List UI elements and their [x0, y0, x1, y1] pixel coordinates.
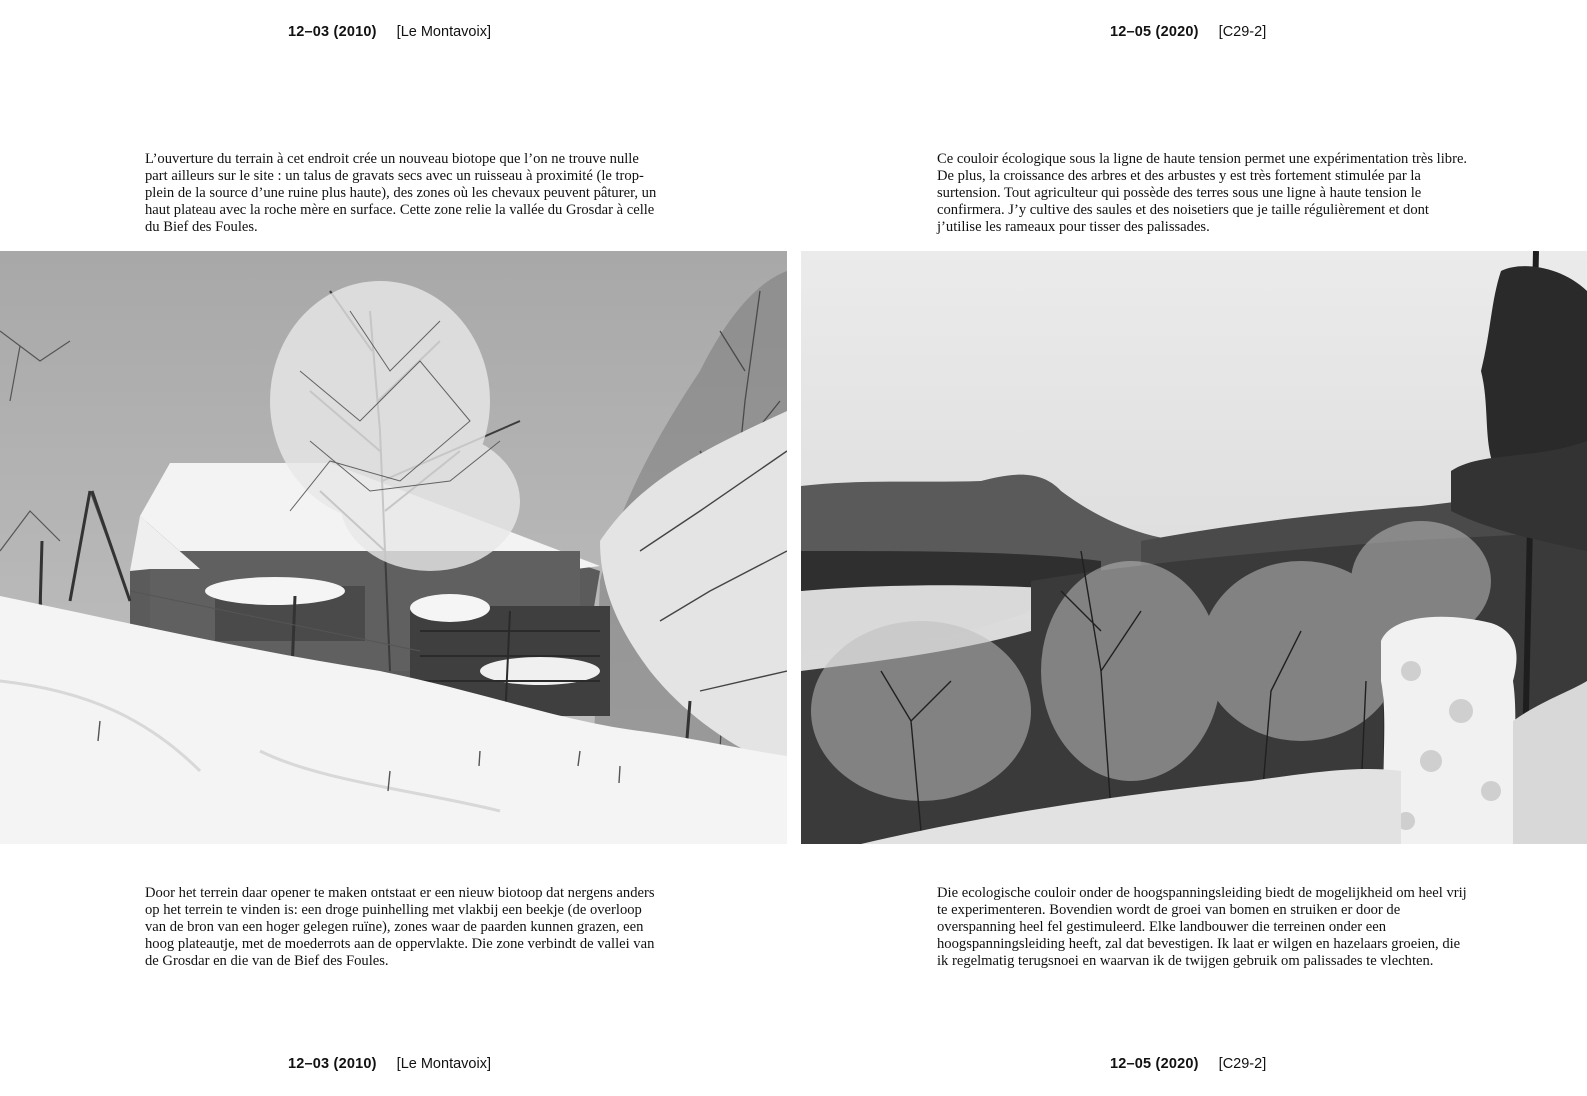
right-photo-snowy-valley	[801, 251, 1587, 844]
left-photo-snowy-barn	[0, 251, 787, 844]
left-header-bottom	[288, 1056, 491, 1072]
left-paragraph-french: L’ouverture du terrain à cet endroit crée un nouveau biotope que l’on ne trouve nulle part ailleurs sur le site : un talus de gravats secs avec un ruisseau à proximité (le trop-plein de la source d’une ruine plus haute), des zones où les chevaux peuvent pâturer, un haut plateau avec la roche mère en surface. Cette zone relie la vallée du Grosdar à celle du Bief des Foules.	[145, 150, 657, 236]
right-header-ref: [C29-2]	[1218, 24, 1267, 40]
right-paragraph-french: Ce couloir écologique sous la ligne de haute tension permet une expérimentation très libre. De plus, la croissance des arbres et des arbustes y est très fortement stimulée par la surtension. Tout agriculteur qui possède des terres sous une ligne à haute tension le confirmera. J’y cultive des saules et des noisetiers que je taille régulièrement et dont j’utilise les rameaux pour tisser des palissades.	[937, 150, 1468, 236]
right-header-bottom	[1110, 1056, 1266, 1072]
right-footer-code: 12–05 (2020)	[1110, 1056, 1199, 1072]
left-header-ref: [Le Montavoix]	[396, 24, 491, 40]
left-footer-ref: [Le Montavoix]	[396, 1056, 491, 1072]
left-paragraph-dutch: Door het terrein daar opener te maken ontstaat er een nieuw biotoop dat nergens anders op het terrein te vinden is: een droge puinhelling met vlakbij een beekje (de overloop van de bron van een hoger gelegen ruïne), zones waar de paarden kunnen grazen, een hoog plateautje, met de moederrots aan de oppervlakte. Die zone verbindt de vallei van de Grosdar en die van de Bief des Foules.	[145, 884, 655, 970]
right-header-code: 12–05 (2020)	[1110, 24, 1199, 40]
right-page	[801, 0, 1587, 1096]
snowy-barn-image	[0, 251, 787, 844]
left-footer-code: 12–03 (2010)	[288, 1056, 377, 1072]
right-header-top	[1110, 24, 1266, 40]
left-header-top	[288, 24, 491, 40]
snowy-valley-image	[801, 251, 1587, 844]
right-footer-ref: [C29-2]	[1218, 1056, 1267, 1072]
left-page	[0, 0, 787, 1096]
right-paragraph-dutch: Die ecologische couloir onder de hoogspanningsleiding biedt de mogelijkheid om heel vrij te experimenteren. Bovendien wordt de groei van bomen en struiken er door de overspanning heel fel gestimuleerd. Elke landbouwer die terreinen onder een hoogspanningsleiding heeft, zal dat bevestigen. Ik laat er wilgen en hazelaars groeien, die ik regelmatig terugsnoei en waarvan ik de twijgen gebruik om palissades te vlechten.	[937, 884, 1467, 970]
left-header-code: 12–03 (2010)	[288, 24, 377, 40]
